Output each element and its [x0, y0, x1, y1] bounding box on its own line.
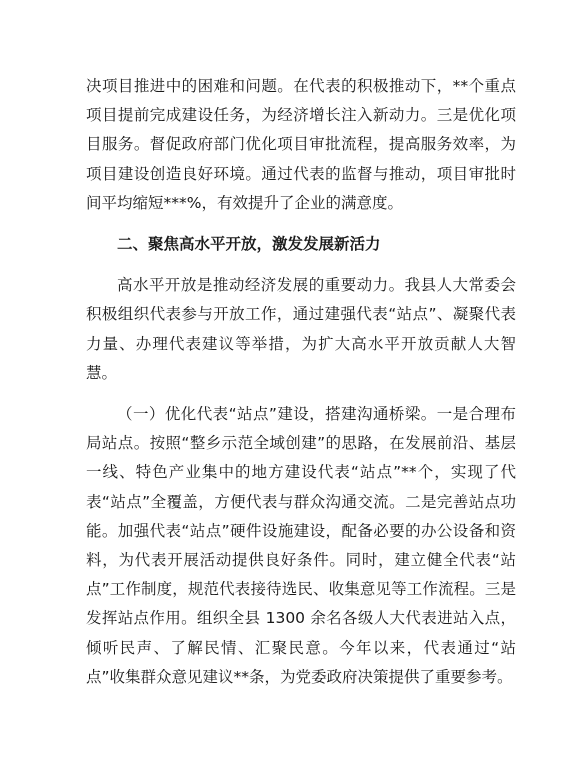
section-heading-2: 二、聚焦高水平开放，激发发展新活力: [117, 235, 381, 254]
paragraph-project-service: 决项目推进中的困难和问题。在代表的积极推动下，**个重点项目提前完成建设任务，为经济增长注入新动力。三是优化项目服务。督促政府部门优化项目审批流程，提高服务效率，为项目建设创造良好环境。通过代表的监督与推动，项目审批时间平均缩短***%，有效提升了企业的满意度。: [86, 77, 516, 212]
paragraph-station-building: （一）优化代表“站点”建设，搭建沟通桥梁。一是合理布局站点。按照“整乡示范全域创建”的思路，在发展前沿、基层一线、特色产业集中的地方建设代表“站点”**个，实现了代表“站点”全覆盖，方便代表与群众沟通交流。二是完善站点功能。加强代表“站点”硬件设施建设，配备必要的办公设备和资料，为代表开展活动提供良好条件。同时，建立健全代表“站点”工作制度，规范代表接待选民、收集意见等工作流程。三是发挥站点作用。组织全县 1300 余名各级人大代表进站入点，倾听民声、了解民情、汇聚民意。今年以来，代表通过“站点”收集群众意见建议**条，为党委政府决策提供了重要参考。: [86, 405, 516, 686]
document-body: [86, 72, 516, 692]
paragraph-opening-intro: 高水平开放是推动经济发展的重要动力。我县人大常委会积极组织代表参与开放工作，通过建强代表“站点”、凝聚代表力量、办理代表建议等举措，为扩大高水平开放贡献人大智慧。: [86, 276, 516, 382]
